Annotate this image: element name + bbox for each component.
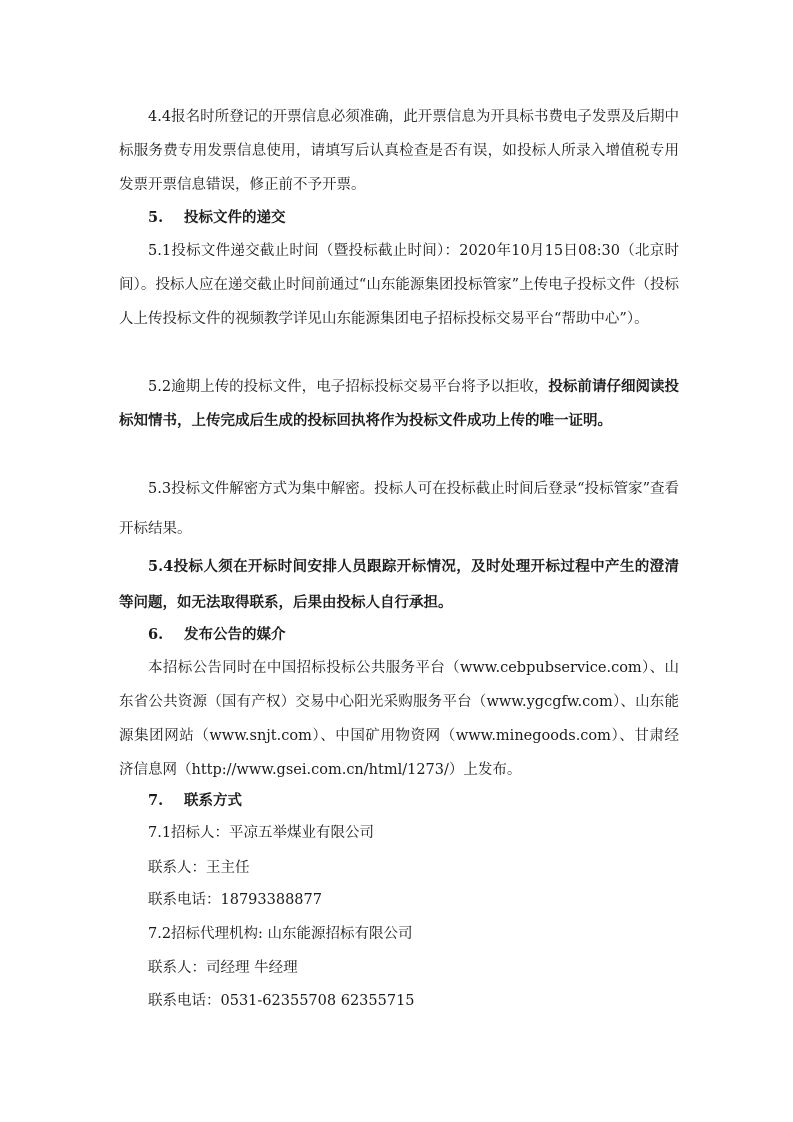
paragraph-5-1: 5.1投标文件递交截止时间（暨投标截止时间）：2020年10月15日08:30（北京时间）。投标人应在递交截止时间前通过“山东能源集团投标管家”上传电子投标文件（投标人上传投标文件的视频教学详见山东能源集团电子招标投标交易平台“帮助中心”）。: [119, 243, 679, 327]
paragraph-5-3: 5.3投标文件解密方式为集中解密。投标人可在投标截止时间后登录“投标管家”查看开标结果。: [119, 481, 679, 537]
paragraph-5-2: [119, 370, 679, 438]
section-7-title: 联系方式: [184, 792, 242, 809]
paragraph-6: 本招标公告同时在中国招标投标公共服务平台（www.cebpubservice.com）、山东省公共资源（国有产权）交易中心阳光采购服务平台（www.ygcgfw.com）、山东能源集团网站（www.snjt.com）、中国矿用物资网（www.minegoods.com）、甘肃经济信息网（http://www.gsei.com.cn/html/1273/）上发布。: [119, 660, 679, 778]
section-5-heading: [148, 203, 286, 233]
agency-contact-person: 联系人：司经理 牛经理: [148, 960, 298, 976]
paragraph-5-2-normal: 5.2逾期上传的投标文件，电子招标投标交易平台将予以拒收，: [148, 379, 549, 395]
agency-phone: 联系电话：0531-62355708 62355715: [148, 993, 415, 1009]
section-6-heading: [148, 620, 286, 650]
agency-name: 7.2招标代理机构: 山东能源招标有限公司: [148, 926, 413, 942]
tenderer-phone: 联系电话：18793388877: [148, 892, 322, 908]
section-5-number: 5.: [148, 209, 164, 226]
section-7-number: 7.: [148, 792, 164, 809]
tenderer-contact-person: 联系人：王主任: [148, 860, 250, 876]
section-7-heading: [148, 786, 242, 816]
section-6-number: 6.: [148, 626, 164, 643]
paragraph-4-4: 4.4报名时所登记的开票信息必须准确，此开票信息为开具标书费电子发票及后期中标服务费专用发票信息使用，请填写后认真检查是否有误，如投标人所录入增值税专用发票开票信息错误，修正前不予开票。: [119, 109, 679, 193]
paragraph-5-2-bold: 投标前请仔细阅读投标知情书，上传完成后生成的投标回执将作为投标文件成功上传的唯一证明。: [119, 378, 680, 429]
tenderer-name: 7.1招标人：平凉五举煤业有限公司: [148, 825, 375, 841]
section-6-title: 发布公告的媒介: [184, 626, 286, 643]
section-5-title: 投标文件的递交: [184, 209, 286, 226]
paragraph-5-4: 5.4投标人须在开标时间安排人员跟踪开标情况，及时处理开标过程中产生的澄清等问题，如无法取得联系，后果由投标人自行承担。: [119, 558, 679, 611]
